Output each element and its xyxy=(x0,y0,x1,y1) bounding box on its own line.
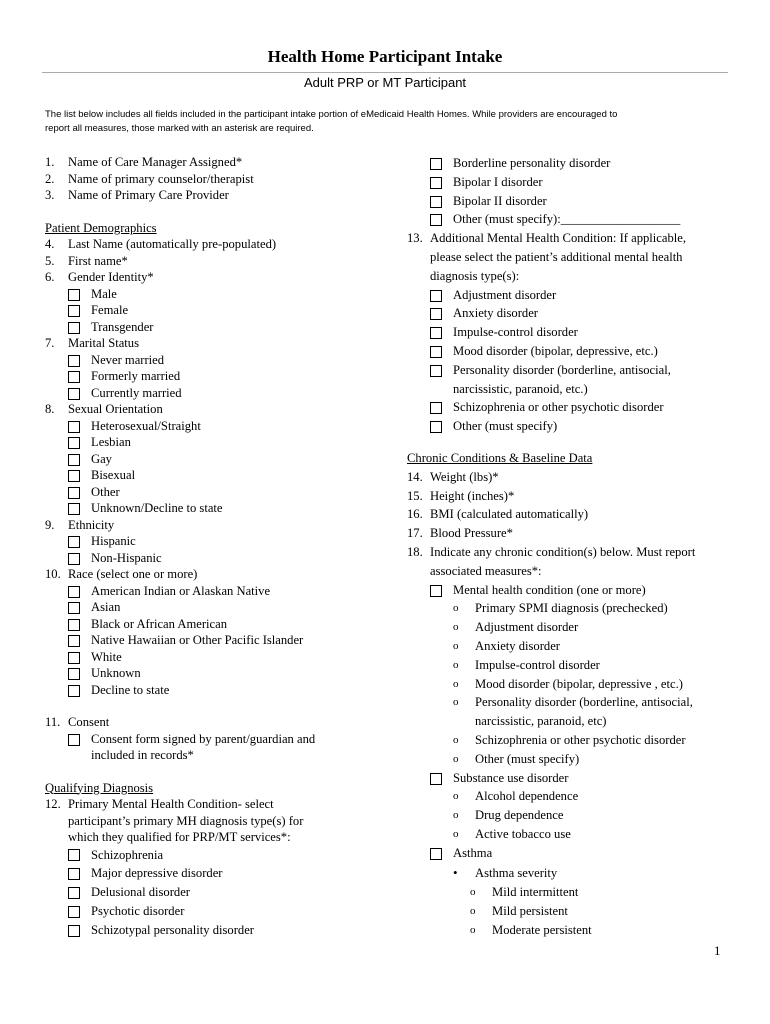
checkbox-option xyxy=(45,418,405,435)
section-heading: Patient Demographics xyxy=(45,220,157,235)
question-14 xyxy=(407,468,737,487)
checkbox-option xyxy=(45,368,405,385)
option-label: Black or African American xyxy=(91,616,228,631)
checkbox-option xyxy=(45,632,405,649)
item-number: 6. xyxy=(45,270,55,284)
intro-text xyxy=(45,108,725,136)
checkbox[interactable] xyxy=(68,289,80,301)
checkbox[interactable] xyxy=(430,214,442,226)
option-label: Native Hawaiian or Other Pacific Islander xyxy=(91,633,304,647)
bullet-icon: • xyxy=(453,865,458,881)
checkbox-option xyxy=(407,581,737,600)
item-number: 17. xyxy=(407,526,423,541)
checkbox[interactable] xyxy=(430,402,442,414)
sub-option xyxy=(407,599,737,618)
title-rule xyxy=(42,72,728,73)
checkbox-option xyxy=(45,286,405,303)
option-label: American Indian or Alaskan Native xyxy=(91,583,271,598)
question-label: Name of Primary Care Provider xyxy=(68,188,229,202)
checkbox-option xyxy=(45,451,405,468)
option-label: Mild intermittent xyxy=(492,885,579,900)
checkbox-option xyxy=(45,846,405,865)
question-4 xyxy=(45,236,405,253)
circle-bullet-icon: o xyxy=(453,658,459,671)
item-number: 9. xyxy=(45,517,55,532)
option-label: Transgender xyxy=(91,319,154,334)
checkbox-option xyxy=(45,302,405,319)
checkbox-option xyxy=(407,342,737,361)
question-11 xyxy=(45,714,405,731)
question-label: Blood Pressure* xyxy=(430,526,513,541)
circle-bullet-icon: o xyxy=(453,621,459,634)
checkbox[interactable] xyxy=(68,887,80,899)
option-label: Personality disorder (borderline, antisocial, xyxy=(475,695,693,710)
question-label: Gender Identity* xyxy=(68,270,154,284)
checkbox[interactable] xyxy=(68,305,80,317)
question-label: Primary Mental Health Condition- select xyxy=(68,797,274,811)
option-label: Bipolar II disorder xyxy=(453,193,547,208)
checkbox[interactable] xyxy=(68,734,80,746)
checkbox-option xyxy=(407,323,737,342)
checkbox-option xyxy=(407,210,737,229)
item-number: 8. xyxy=(45,402,55,416)
circle-bullet-icon: o xyxy=(470,886,476,899)
question-label: Height (inches)* xyxy=(430,488,515,503)
item-number: 4. xyxy=(45,237,55,251)
question-7 xyxy=(45,335,405,352)
section-heading-demographics xyxy=(45,220,405,237)
question-continuation xyxy=(407,248,737,267)
question-label: Name of Care Manager Assigned* xyxy=(68,155,243,169)
sub-option xyxy=(407,787,737,806)
section-heading: Chronic Conditions & Baseline Data xyxy=(407,450,593,465)
circle-bullet-icon: o xyxy=(453,639,459,652)
checkbox[interactable] xyxy=(68,849,80,861)
option-label: Adjustment disorder xyxy=(453,287,557,302)
circle-bullet-icon: o xyxy=(470,923,476,936)
checkbox[interactable] xyxy=(430,196,442,208)
question-label: Additional Mental Health Condition: If applicable, xyxy=(430,231,687,246)
question-label: associated measures*: xyxy=(430,563,542,578)
sub-option xyxy=(407,750,737,769)
option-label: Decline to state xyxy=(91,682,170,697)
checkbox[interactable] xyxy=(68,536,80,548)
checkbox-option xyxy=(45,385,405,402)
checkbox[interactable] xyxy=(68,355,80,367)
question-continuation xyxy=(45,813,405,830)
checkbox[interactable] xyxy=(430,585,442,597)
question-label: please select the patient’s additional mental health xyxy=(430,249,683,264)
checkbox[interactable] xyxy=(68,553,80,565)
intro-line: report all measures, those marked with an asterisk are required. xyxy=(45,123,314,134)
checkbox-option xyxy=(45,682,405,699)
question-3 xyxy=(45,187,405,204)
question-9 xyxy=(45,517,405,534)
checkbox[interactable] xyxy=(68,635,80,647)
option-label: Lesbian xyxy=(91,435,131,449)
checkbox-option xyxy=(45,533,405,550)
question-label: Last Name (automatically pre-populated) xyxy=(68,237,277,251)
left-column xyxy=(45,154,405,939)
question-label: diagnosis type(s): xyxy=(430,268,520,283)
checkbox[interactable] xyxy=(68,503,80,515)
checkbox-option xyxy=(45,583,405,600)
question-label: Name of primary counselor/therapist xyxy=(68,171,254,186)
checkbox[interactable] xyxy=(68,906,80,918)
option-label: Moderate persistent xyxy=(492,922,592,937)
checkbox[interactable] xyxy=(430,421,442,433)
item-number: 18. xyxy=(407,544,423,559)
checkbox[interactable] xyxy=(430,848,442,860)
checkbox-option xyxy=(407,361,737,380)
item-number: 15. xyxy=(407,488,423,503)
option-label: Delusional disorder xyxy=(91,885,190,900)
question-label: participant’s primary MH diagnosis type(s) for xyxy=(68,813,304,828)
checkbox-option xyxy=(407,304,737,323)
option-label: Anxiety disorder xyxy=(475,638,560,653)
checkbox-option xyxy=(407,286,737,305)
section-heading: Qualifying Diagnosis xyxy=(45,780,154,795)
option-label: Impulse-control disorder xyxy=(475,657,600,672)
option-label: Mental health condition (one or more) xyxy=(453,582,646,597)
question-6 xyxy=(45,269,405,286)
item-number: 2. xyxy=(45,171,55,186)
option-label: Other xyxy=(91,484,120,499)
checkbox[interactable] xyxy=(68,371,80,383)
checkbox[interactable] xyxy=(430,346,442,358)
checkbox[interactable] xyxy=(430,327,442,339)
question-1 xyxy=(45,154,405,171)
item-number: 3. xyxy=(45,188,55,202)
sub-option xyxy=(407,675,737,694)
option-label: Mild persistent xyxy=(492,904,568,919)
section-heading-qualifying xyxy=(45,780,405,797)
checkbox[interactable] xyxy=(68,925,80,937)
question-continuation xyxy=(407,562,737,581)
question-16 xyxy=(407,505,737,524)
page-number: 1 xyxy=(714,943,721,958)
option-label: Female xyxy=(91,303,129,317)
checkbox-option xyxy=(45,731,405,748)
checkbox[interactable] xyxy=(68,868,80,880)
sub-option xyxy=(407,902,737,921)
circle-bullet-icon: o xyxy=(453,602,459,615)
option-label: narcissistic, paranoid, etc.) xyxy=(453,381,588,396)
question-label: BMI (calculated automatically) xyxy=(430,507,589,522)
sub-option xyxy=(407,637,737,656)
checkbox-option xyxy=(45,500,405,517)
checkbox-option xyxy=(45,883,405,902)
question-label: Consent xyxy=(68,715,110,729)
option-label: Asthma severity xyxy=(475,866,558,881)
item-number: 5. xyxy=(45,253,55,268)
circle-bullet-icon: o xyxy=(453,733,459,746)
checkbox[interactable] xyxy=(68,454,80,466)
option-label: narcissistic, paranoid, etc) xyxy=(475,714,607,729)
option-label: Personality disorder (borderline, antisocial, xyxy=(453,362,671,377)
circle-bullet-icon: o xyxy=(453,752,459,765)
question-5 xyxy=(45,253,405,270)
option-label: Gay xyxy=(91,451,112,466)
checkbox-option xyxy=(45,550,405,567)
option-label: White xyxy=(91,649,122,664)
sub-option xyxy=(407,656,737,675)
option-label: Anxiety disorder xyxy=(453,306,538,321)
question-continuation xyxy=(407,267,737,286)
item-number: 14. xyxy=(407,469,423,484)
item-number: 1. xyxy=(45,155,55,169)
sub-option-continuation xyxy=(407,712,737,731)
option-label: Adjustment disorder xyxy=(475,620,579,635)
circle-bullet-icon: o xyxy=(453,696,459,709)
checkbox-option xyxy=(45,921,405,940)
checkbox-option xyxy=(407,398,737,417)
sub-option xyxy=(407,883,737,902)
option-label: Borderline personality disorder xyxy=(453,156,611,170)
circle-bullet-icon: o xyxy=(470,905,476,918)
option-label: Heterosexual/Straight xyxy=(91,418,201,433)
checkbox-option xyxy=(45,902,405,921)
question-label: First name* xyxy=(68,253,128,268)
question-8 xyxy=(45,401,405,418)
checkbox-option xyxy=(407,192,737,211)
option-label: Drug dependence xyxy=(475,808,564,823)
item-number: 7. xyxy=(45,336,55,350)
question-13 xyxy=(407,229,737,248)
question-12 xyxy=(45,796,405,813)
circle-bullet-icon: o xyxy=(453,790,459,803)
checkbox-option xyxy=(45,434,405,451)
circle-bullet-icon: o xyxy=(453,827,459,840)
checkbox[interactable] xyxy=(430,773,442,785)
sub-option xyxy=(407,921,737,940)
option-continuation xyxy=(45,747,405,764)
checkbox-option xyxy=(407,154,737,173)
checkbox-option xyxy=(45,864,405,883)
checkbox-option xyxy=(45,467,405,484)
checkbox-option xyxy=(45,616,405,633)
checkbox[interactable] xyxy=(68,685,80,697)
question-17 xyxy=(407,524,737,543)
sub-option xyxy=(407,806,737,825)
question-label: Ethnicity xyxy=(68,517,115,532)
option-label: Schizotypal personality disorder xyxy=(91,922,254,937)
question-18 xyxy=(407,543,737,562)
checkbox-option xyxy=(407,769,737,788)
right-column xyxy=(407,154,737,940)
option-label: Other (must specify):___________________ xyxy=(453,212,681,227)
item-number: 16. xyxy=(407,507,423,522)
item-number: 10. xyxy=(45,567,61,581)
checkbox[interactable] xyxy=(430,308,442,320)
checkbox-option xyxy=(45,665,405,682)
checkbox[interactable] xyxy=(430,290,442,302)
option-label: Mood disorder (bipolar, depressive, etc.) xyxy=(453,343,658,358)
question-label: which they qualified for PRP/MT services*: xyxy=(68,830,291,844)
sub-option xyxy=(407,618,737,637)
option-continuation xyxy=(407,380,737,399)
sub-option xyxy=(407,825,737,844)
checkbox-option xyxy=(407,844,737,863)
sub-option xyxy=(407,731,737,750)
option-label: Alcohol dependence xyxy=(475,789,579,804)
checkbox[interactable] xyxy=(68,388,80,400)
checkbox[interactable] xyxy=(68,421,80,433)
item-number: 11. xyxy=(45,715,61,729)
checkbox-option xyxy=(407,173,737,192)
bullet-option xyxy=(407,864,737,883)
option-label: Schizophrenia xyxy=(91,847,164,862)
option-label: Unknown xyxy=(91,666,141,680)
checkbox[interactable] xyxy=(430,158,442,170)
question-label: Marital Status xyxy=(68,336,140,350)
checkbox[interactable] xyxy=(68,619,80,631)
question-label: Race (select one or more) xyxy=(68,567,198,581)
item-number: 13. xyxy=(407,231,423,246)
option-label: Primary SPMI diagnosis (prechecked) xyxy=(475,601,668,616)
option-label: Formerly married xyxy=(91,369,181,383)
checkbox[interactable] xyxy=(68,437,80,449)
option-label: Psychotic disorder xyxy=(91,903,185,918)
checkbox-option xyxy=(45,352,405,369)
option-label: Male xyxy=(91,286,117,301)
intro-line: The list below includes all fields included in the participant intake portion of eMedicaid Health Homes. While providers are encouraged to xyxy=(45,109,618,120)
question-2 xyxy=(45,171,405,188)
checkbox[interactable] xyxy=(68,586,80,598)
item-number: 12. xyxy=(45,797,61,811)
question-label: Sexual Orientation xyxy=(68,402,163,416)
option-label: Hispanic xyxy=(91,534,136,548)
question-label: Weight (lbs)* xyxy=(430,469,499,484)
question-label: Indicate any chronic condition(s) below. Must report xyxy=(430,544,696,559)
document-title: Health Home Participant Intake xyxy=(267,47,503,66)
checkbox[interactable] xyxy=(68,470,80,482)
checkbox[interactable] xyxy=(68,487,80,499)
option-label: Major depressive disorder xyxy=(91,866,223,881)
option-label: Schizophrenia or other psychotic disorder xyxy=(475,732,686,747)
checkbox[interactable] xyxy=(68,322,80,334)
option-label: Asthma xyxy=(453,845,493,860)
option-label: Mood disorder (bipolar, depressive , etc.) xyxy=(475,676,683,691)
option-label: included in records* xyxy=(91,748,194,762)
checkbox[interactable] xyxy=(68,602,80,614)
question-15 xyxy=(407,487,737,506)
option-label: Unknown/Decline to state xyxy=(91,501,223,515)
option-label: Active tobacco use xyxy=(475,826,571,841)
checkbox[interactable] xyxy=(430,177,442,189)
circle-bullet-icon: o xyxy=(453,809,459,822)
option-label: Schizophrenia or other psychotic disorder xyxy=(453,400,664,415)
option-label: Impulse-control disorder xyxy=(453,325,578,340)
option-label: Substance use disorder xyxy=(453,770,569,785)
circle-bullet-icon: o xyxy=(453,677,459,690)
question-continuation xyxy=(45,829,405,846)
checkbox-option xyxy=(45,484,405,501)
document-subtitle: Adult PRP or MT Participant xyxy=(303,75,467,90)
sub-option xyxy=(407,693,737,712)
option-label: Bipolar I disorder xyxy=(453,174,543,189)
checkbox[interactable] xyxy=(430,365,442,377)
option-label: Other (must specify) xyxy=(453,419,558,434)
checkbox-option xyxy=(45,599,405,616)
option-label: Asian xyxy=(91,600,121,614)
option-label: Currently married xyxy=(91,385,182,400)
question-10 xyxy=(45,566,405,583)
checkbox[interactable] xyxy=(68,668,80,680)
checkbox-option xyxy=(45,319,405,336)
checkbox[interactable] xyxy=(68,652,80,664)
option-label: Consent form signed by parent/guardian and xyxy=(91,731,316,746)
option-label: Never married xyxy=(91,352,165,367)
option-label: Bisexual xyxy=(91,468,136,482)
option-label: Non-Hispanic xyxy=(91,550,162,565)
checkbox-option xyxy=(407,417,737,436)
section-heading-chronic xyxy=(407,449,737,468)
option-label: Other (must specify) xyxy=(475,751,580,766)
checkbox-option xyxy=(45,649,405,666)
